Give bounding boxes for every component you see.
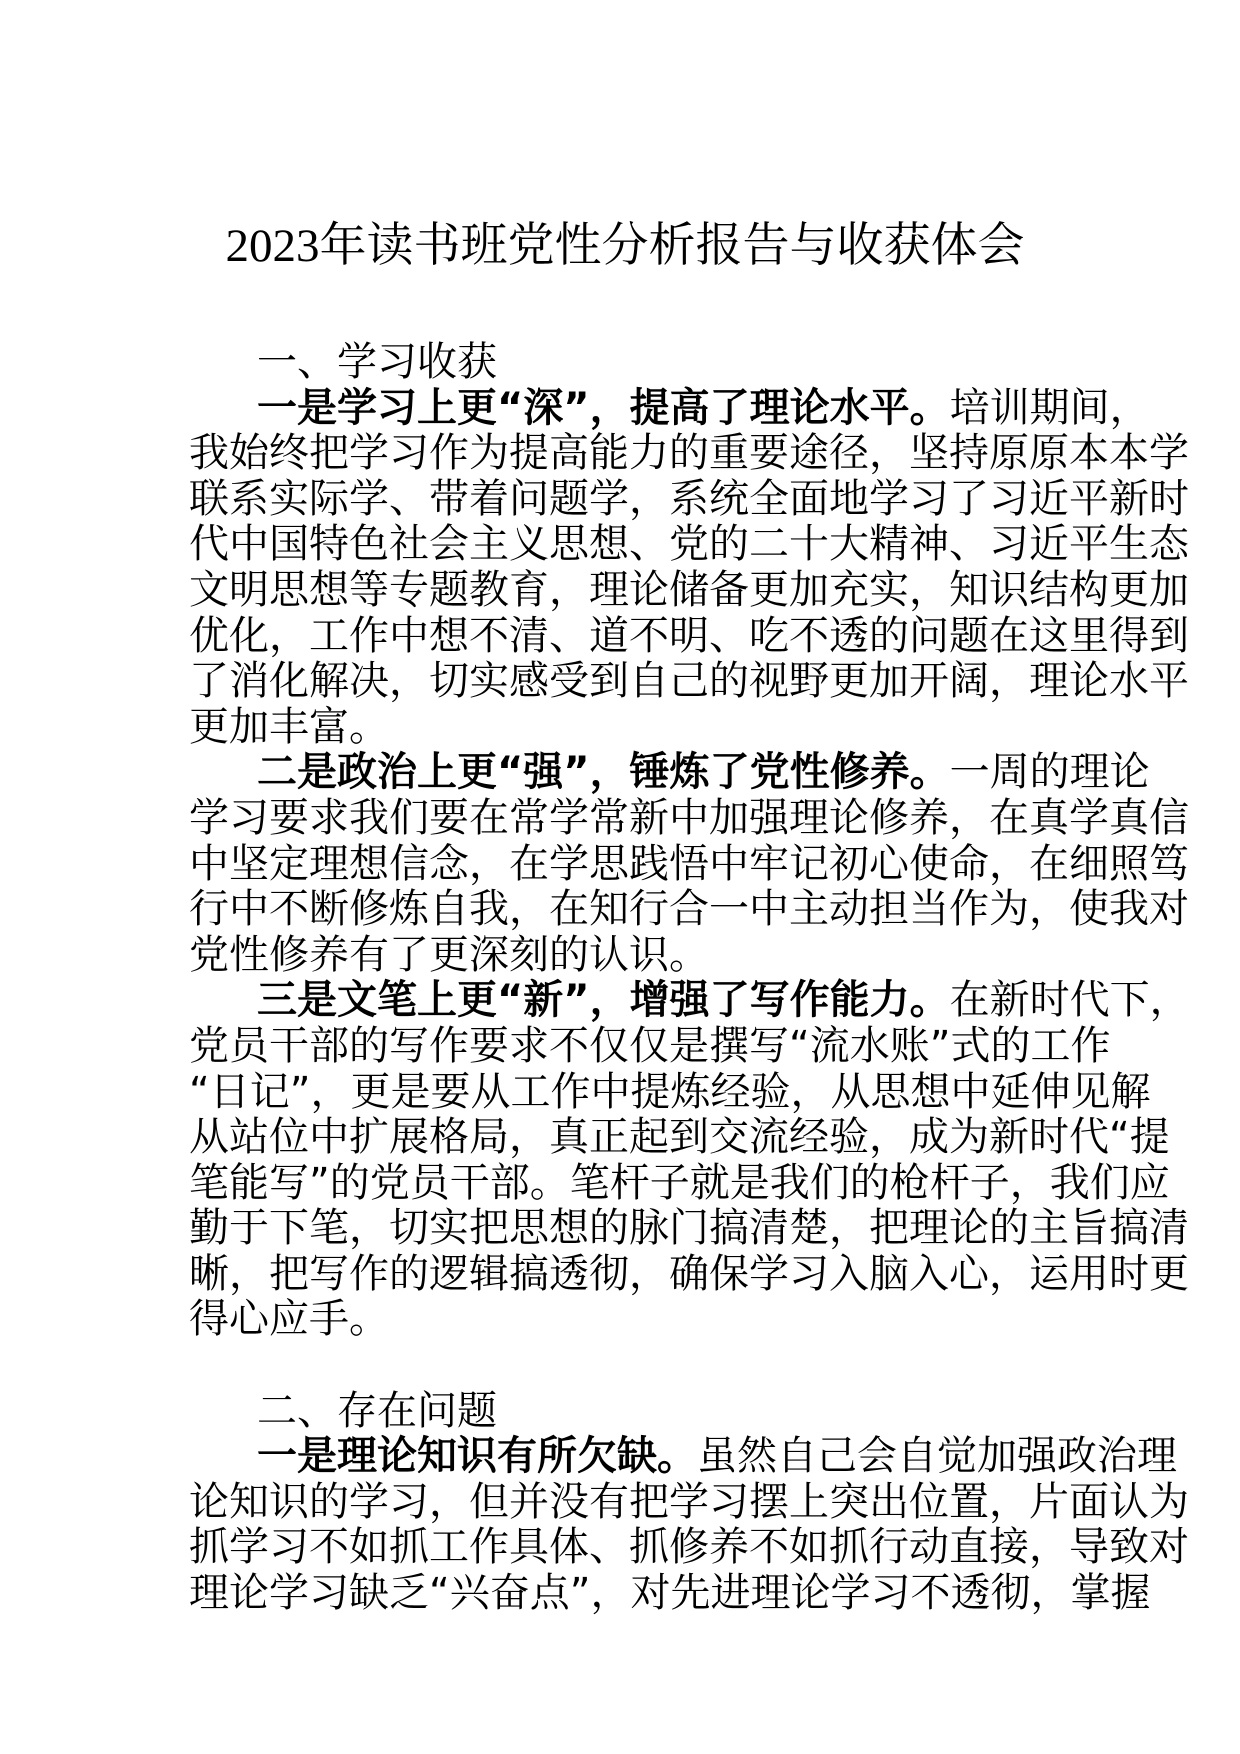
line-text: 虽然自己会自觉加强政治理	[697, 1433, 1177, 1480]
text-line: 勤于下笔，切实把思想的脉门搞清楚，把理论的主旨搞清	[189, 1205, 1189, 1252]
text-line: “日记”，更是要从工作中提炼经验，从思想中延伸见解	[189, 1068, 1151, 1115]
document-body	[189, 339, 1190, 1617]
text-line: 代中国特色社会主义思想、党的二十大精神、习近平生态	[189, 521, 1189, 568]
section-heading: 二、存在问题	[257, 1387, 497, 1434]
paragraph	[189, 384, 1189, 751]
paragraph	[189, 977, 1190, 1343]
text-line: 文明思想等专题教育，理论储备更加充实，知识结构更加	[189, 566, 1189, 613]
line-text: 一周的理论	[949, 749, 1150, 796]
paragraph-lead: 一是理论知识有所欠缺。	[257, 1433, 697, 1480]
line-text: 在新时代下，	[949, 977, 1190, 1024]
section-heading: 一、学习收获	[257, 339, 497, 385]
text-line	[189, 1433, 1177, 1480]
line-text: 培训期间，	[949, 384, 1150, 431]
text-line: 抓学习不如抓工作具体、抓修养不如抓行动直接，导致对	[189, 1524, 1189, 1571]
text-line: 联系实际学、带着问题学，系统全面地学习了习近平新时	[189, 475, 1189, 522]
document-title: 2023年读书班党性分析报告与收获体会	[225, 220, 1025, 272]
text-line: 得心应手。	[189, 1296, 389, 1343]
text-line: 论知识的学习，但并没有把学习摆上突出位置，片面认为	[189, 1478, 1189, 1525]
text-line: 党性修养有了更深刻的认识。	[189, 931, 709, 978]
text-line	[189, 977, 1190, 1024]
paragraph-lead: 三是文笔上更“新”，增强了写作能力。	[257, 977, 950, 1024]
text-line: 理论学习缺乏“兴奋点”，对先进理论学习不透彻，掌握	[189, 1570, 1151, 1617]
paragraph-lead: 二是政治上更“强”，锤炼了党性修养。	[257, 749, 950, 796]
text-line: 优化，工作中想不清、道不明、吃不透的问题在这里得到	[189, 612, 1189, 659]
text-line: 笔能写”的党员干部。笔杆子就是我们的枪杆子，我们应	[189, 1159, 1170, 1206]
text-line: 我始终把学习作为提高能力的重要途径，坚持原原本本学	[189, 430, 1189, 477]
paragraph	[189, 749, 1189, 978]
text-line: 行中不断修炼自我，在知行合一中主动担当作为，使我对	[189, 886, 1189, 933]
text-line: 了消化解决，切实感受到自己的视野更加开阔，理论水平	[189, 658, 1189, 705]
text-line: 从站位中扩展格局，真正起到交流经验，成为新时代“提	[189, 1114, 1170, 1161]
text-line: 更加丰富。	[189, 703, 389, 750]
paragraph-lead: 一是学习上更“深”，提高了理论水平。	[257, 384, 950, 431]
text-line	[189, 384, 1150, 432]
text-line: 学习要求我们要在常学常新中加强理论修养，在真学真信	[189, 794, 1189, 841]
text-line: 晰，把写作的逻辑搞透彻，确保学习入脑入心，运用时更	[189, 1250, 1189, 1297]
blank-line	[189, 1343, 1060, 1389]
paragraph	[189, 1433, 1189, 1617]
text-line: 党员干部的写作要求不仅仅是撰写“流水账”式的工作	[189, 1022, 1111, 1069]
text-line: 中坚定理想信念，在学思践悟中牢记初心使命，在细照笃	[189, 840, 1189, 887]
text-line	[189, 749, 1150, 796]
